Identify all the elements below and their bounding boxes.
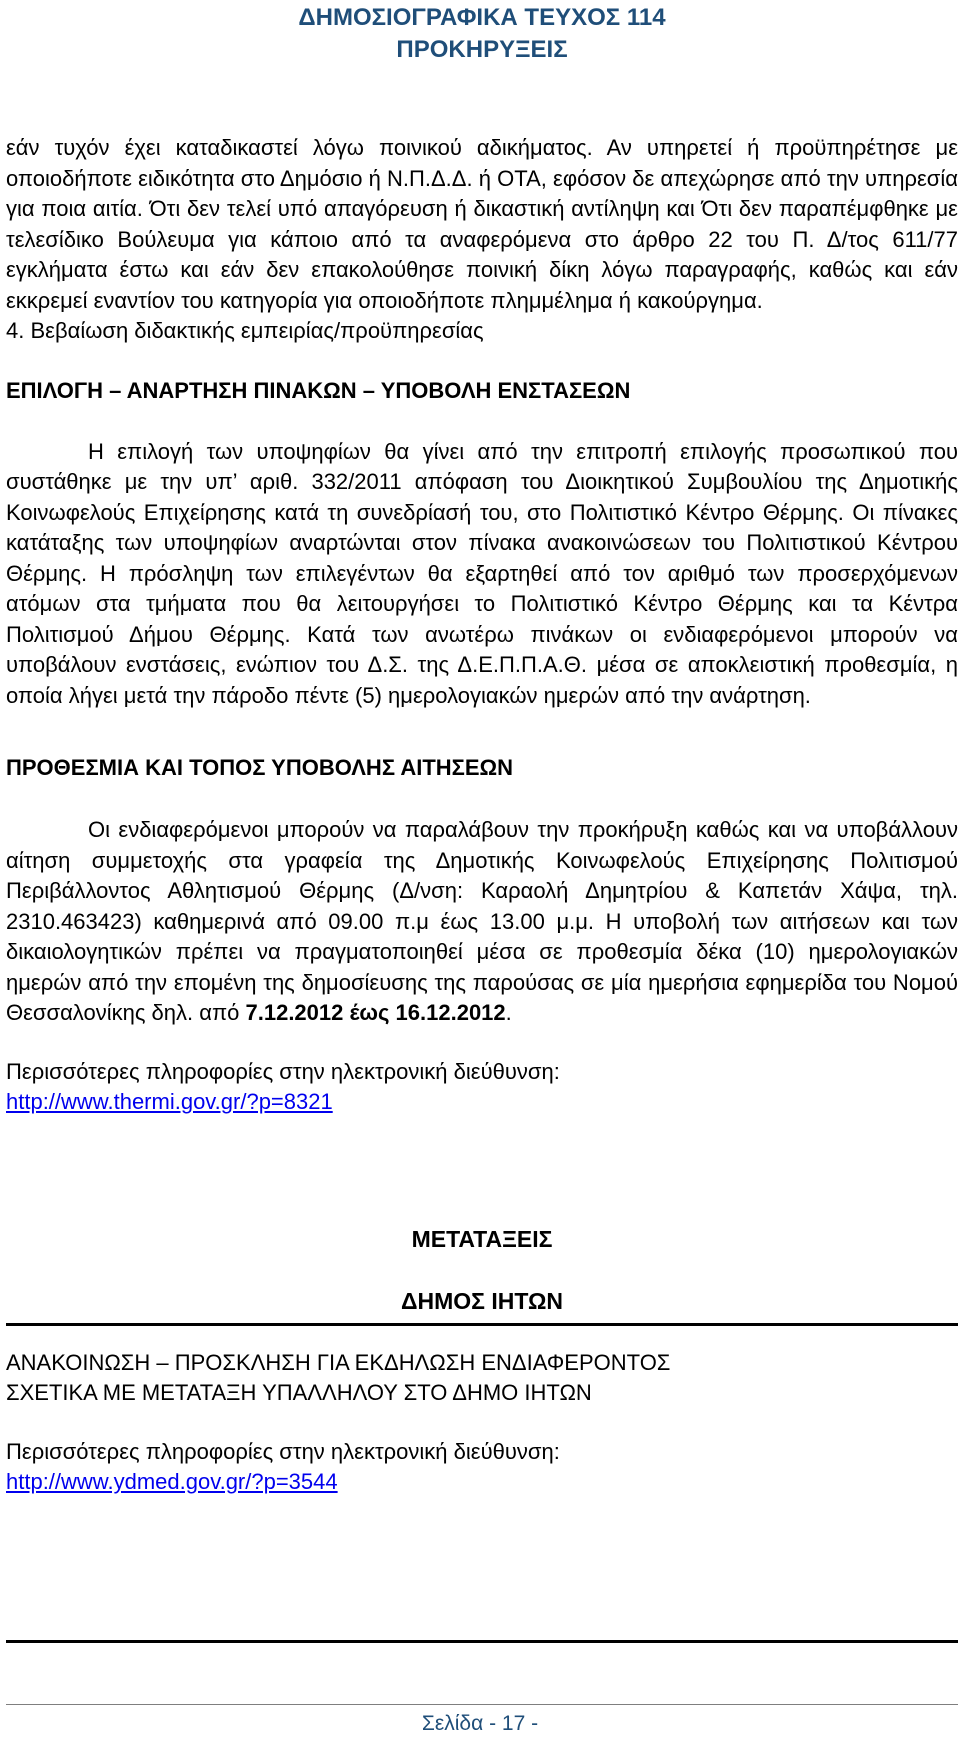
thermi-link[interactable]: http://www.thermi.gov.gr/?p=8321 xyxy=(6,1089,333,1114)
page-number: Σελίδα - 17 - xyxy=(421,1712,539,1735)
deadline-text: Οι ενδιαφερόμενοι μπορούν να παραλάβουν την προκήρυξη καθώς και να υποβάλλουν αίτηση συμμετοχής στα γραφεία της Δημοτικής Κοινωφελούς Επιχείρησης Πολιτισμού Περιβάλλοντος Αθλητισμού Θέρμης (Δ/νση: Καραολή Δημητρίου & Καπετάν Χάψα, τηλ. 2310.463423) καθημερινά από 09.00 π.μ έως 13.00 μ.μ. Η υποβολή των αιτήσεων και των δικαιολογητικών πρέπει να πραγματοποιηθεί μέσα σε προθεσμία δέκα (10) ημερολογιακών ημερών από την επομένη της δημοσίευσης της παρούσας σε μία ημερήσια εφημερίδα του Νομού Θεσσαλονίκης δηλ. από xyxy=(6,817,958,1025)
footer-rule xyxy=(6,1704,958,1705)
more-info-label-2: Περισσότερες πληροφορίες στην ηλεκτρονική διεύθυνση: xyxy=(6,1438,560,1464)
eligibility-paragraph: εάν τυχόν έχει καταδικαστεί λόγω ποινικού αδικήματος. Αν υπηρετεί ή προϋπηρέτησε με οποιοδήποτε ειδικότητα στο Δημόσιο ή Ν.Π.Δ.Δ. ή ΟΤΑ, εφόσον δε απεχώρησε από την υπηρεσία για ποια αιτία. Ότι δεν τελεί υπό απαγόρευση ή δικαστική αντίληψη και Ότι δεν παραπέμφθηκε με τελεσίδικο Βούλευμα για κάποιο από τα αναφερόμενα στο άρθρο 22 του Π. Δ/τος 611/77 εγκλήματα έστω και εάν δεν επακολούθησε ποινική δίκη λόγω παραγραφής, καθώς και εάν εκκρεμεί εναντίον του κατηγορία για οποιοδήποτε πλημμέλημα ή κακούργημα. xyxy=(6,135,958,313)
selection-paragraph: Η επιλογή των υποψηφίων θα γίνει από την επιτροπή επιλογής προσωπικού που συστάθηκε με την υπ’ αριθ. 332/2011 απόφαση του Διοικητικού Συμβουλίου της Δημοτικής Κοινωφελούς Επιχείρησης κατά τη συνεδρίασή του, στο Πολιτιστικό Κέντρο Θέρμης. Οι πίνακες κατάταξης των υποψηφίων αναρτώνται στον πίνακα ανακοινώσεων του Πολιτιστικού Κέντρου Θέρμης. Η πρόσληψη των επιλεγέντων θα εξαρτηθεί από τον αριθμό των προσερχόμενων ατόμων στα τμήματα που θα λειτουργήσει το Πολιτιστικό Κέντρο Θέρμης και τα Κέντρα Πολιτισμού Δήμου Θέρμης. Κατά των ανωτέρω πινάκων οι ενδιαφερόμενοι μπορούν να υποβάλουν ενστάσεις, ενώπιον του Δ.Σ. της Δ.Ε.Π.Π.Α.Θ. μέσα σε αποκλειστική προθεσμία, η οποία λήγει μετά την πάροδο πέντε (5) ημερολογιακών ημερών από την ανάρτηση. xyxy=(6,438,958,708)
announcement-line-2: ΣΧΕΤΙΚΑ ΜΕ ΜΕΤΑΤΑΞΗ ΥΠΑΛΛΗΛΟΥ ΣΤΟ ΔΗΜΟ ΙΗΤΩΝ xyxy=(6,1380,592,1405)
selection-heading: ΕΠΙΛΟΓΗ – ΑΝΑΡΤΗΣΗ ΠΙΝΑΚΩΝ – ΥΠΟΒΟΛΗ ΕΝΣΤΑΣΕΩΝ xyxy=(6,377,631,403)
document-page xyxy=(6,0,958,1498)
ydmed-link[interactable]: http://www.ydmed.gov.gr/?p=3544 xyxy=(6,1469,338,1494)
section-divider xyxy=(6,1323,958,1326)
header-title: ΔΗΜΟΣΙΟΓΡΑΦΙΚΑ ΤΕΥΧΟΣ 114 xyxy=(298,4,666,31)
announcement-line-1: ΑΝΑΚΟΙΝΩΣΗ – ΠΡΟΣΚΛΗΣΗ ΓΙΑ ΕΚΔΗΛΩΣΗ ΕΝΔΙΑΦΕΡΟΝΤΟΣ xyxy=(6,1349,671,1375)
municipality-title: ΔΗΜΟΣ ΙΗΤΩΝ xyxy=(400,1287,564,1314)
deadline-heading: ΠΡΟΘΕΣΜΙΑ ΚΑΙ ΤΟΠΟΣ ΥΠΟΒΟΛΗΣ ΑΙΤΗΣΕΩΝ xyxy=(6,755,514,780)
deadline-paragraph xyxy=(6,815,958,1029)
transfers-title: ΜΕΤΑΤΑΞΕΙΣ xyxy=(411,1225,553,1252)
deadline-dates: 7.12.2012 έως 16.12.2012 xyxy=(245,1000,506,1025)
deadline-period: . xyxy=(505,1000,512,1025)
header-subtitle: ΠΡΟΚΗΡΥΞΕΙΣ xyxy=(396,36,568,63)
bottom-divider xyxy=(6,1640,958,1643)
more-info-label: Περισσότερες πληροφορίες στην ηλεκτρονική διεύθυνση: xyxy=(6,1058,560,1084)
item-4: 4. Βεβαίωση διδακτικής εμπειρίας/προϋπηρεσίας xyxy=(6,318,484,343)
link-line-2 xyxy=(6,1467,958,1498)
link-line xyxy=(6,1087,958,1118)
